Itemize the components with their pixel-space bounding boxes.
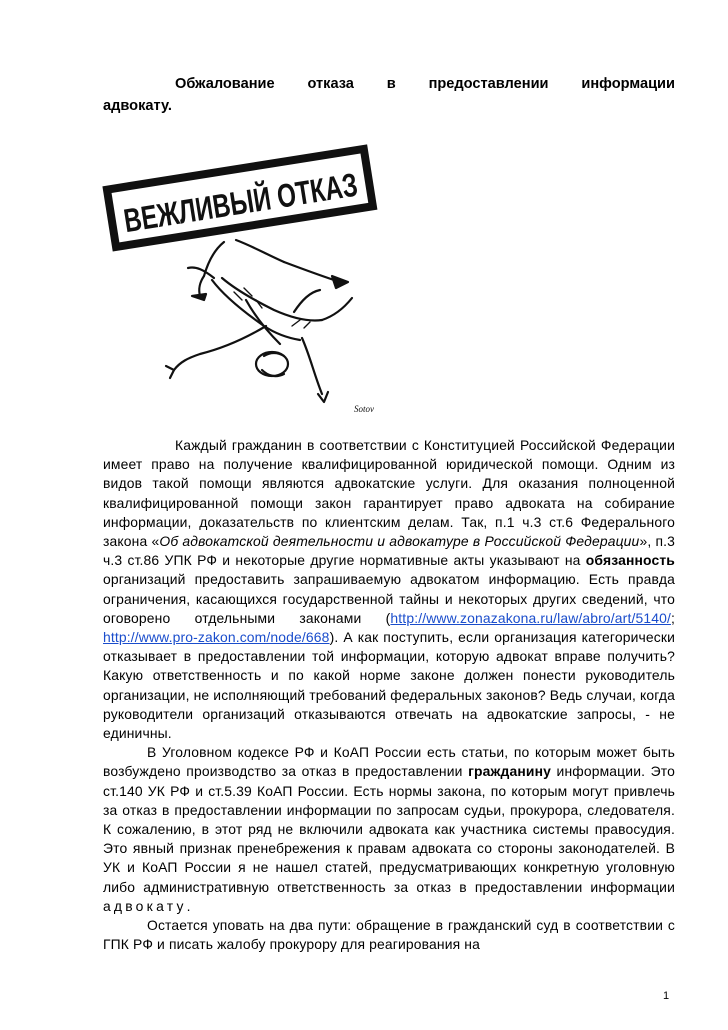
emphasis-citizen: гражданину [468,763,552,780]
polite-refusal-cartoon [96,150,446,422]
link-separator: ; [670,609,675,626]
p2-text-c: . [186,897,191,914]
body-text [103,436,675,954]
law-name: Об адвокатской деятельности и адвокатуре в Российской Федерации [159,533,640,550]
stamp [102,144,446,251]
p1-text-b: », п.3 ч.3 ст.86 УПК РФ и некоторые другие нормативные акты указывают на [103,533,676,569]
link-pro-zakon[interactable]: http://www.pro-zakon.com/node/668 [103,629,330,646]
paragraph-2 [103,743,675,916]
paragraph-1 [103,436,675,743]
page-number: 1 [663,990,670,1002]
bowing-figure [166,240,352,402]
p1-text-c: организаций предоставить запрашиваемую адвокатом информацию. Есть правда ограничения, касающихся государственной тайны и некоторых других сведений, что оговорено отдельными законами ( [103,571,675,626]
p1-text-d: ). А как поступить, если организация категорически отказывает в предоставлении той информации, которую адвокат вправе получить? Какую ответственность и по какой норме законе должен понести руководитель организации, не исполняющий требований федеральных законов? Ведь случаи, когда руководители организаций отказываются отвечать на адвокатские запросы, - не единичны. [103,629,676,742]
stamp-text: ВЕЖЛИВЫЙ ОТКАЗ [121,152,446,240]
p2-text-a: В Уголовном кодексе РФ и КоАП России есть статьи, по которым может быть возбуждено производство за отказ в предоставлении [103,744,675,780]
spaced-word-lawyer: адвокату [103,897,187,914]
paragraph-3: Остается уповать на два пути: обращение в гражданский суд в соответствии с ГПК РФ и писать жалобу прокурору для реагирования на [103,917,675,953]
artist-signature: Sotov [354,404,374,414]
link-zonazakona[interactable]: http://www.zonazakona.ru/law/abro/art/5140/ [390,609,671,626]
emphasis-obligation: обязанность [585,552,675,569]
p1-text-a: Каждый гражданин в соответствии с Конституцией Российской Федерации имеет право на получение квалифицированной юридической помощи. Одним из видов такой помощи являются адвокатские услуги. Для оказания полноценной квалифицированной помощи закон гарантирует право адвоката на собирание информации, доказательств по клиентским делам. Так, п.1 ч.3 ст.6 Федерального закона « [103,437,675,550]
p2-text-b: информации. Это ст.140 УК РФ и ст.5.39 КоАП России. Есть нормы закона, по которым могут привлечь за отказ в предоставлении информации по запросам судьи, прокурора, следователя. К сожалению, в этот ряд не включили адвоката как участника системы правосудия. Это явный признак пренебрежения к правам адвоката со стороны законодателей. В УК и КоАП России я не нашел статей, предусматривающих конкретную уголовную либо административную ответственность за отказ в предоставлении информации [103,763,675,895]
document-title: Обжалование отказа в предоставлении информации адвокату. [103,76,675,114]
cartoon-illustration [96,150,446,422]
